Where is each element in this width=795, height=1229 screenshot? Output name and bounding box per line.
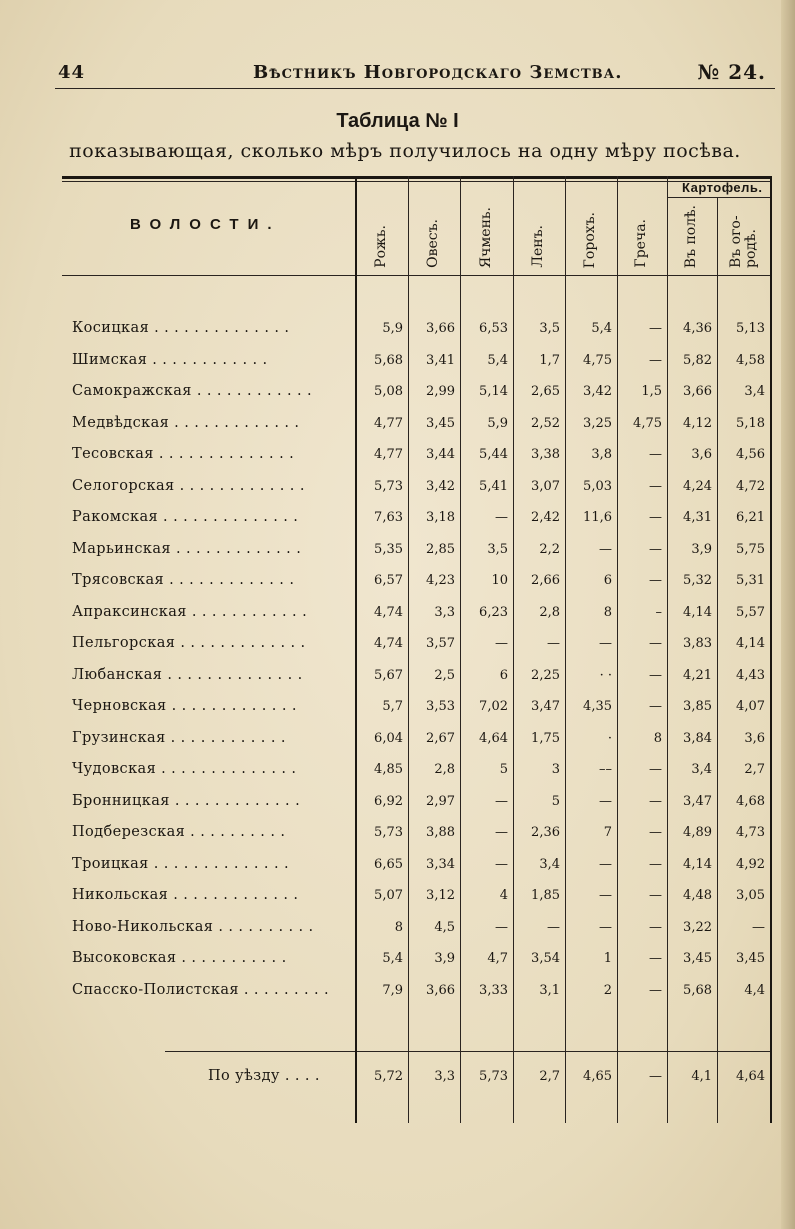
table-cell: 3,84 <box>683 730 712 746</box>
table-cell: 3,05 <box>736 888 765 903</box>
table-cell: 3,1 <box>539 982 560 998</box>
table-cell: 6,92 <box>374 793 403 809</box>
table-cell: — <box>495 510 508 525</box>
total-label: По уѣзду . . . . <box>208 1068 320 1084</box>
table-cell: 3 <box>551 762 560 777</box>
table-cell: 4,31 <box>683 510 712 525</box>
table-cell: 5,14 <box>479 384 508 399</box>
table-cell: 2,8 <box>434 762 455 777</box>
table-cell: 4 <box>499 888 508 903</box>
volost-name: Пельгорская . . . . . . . . . . . . . <box>72 635 306 651</box>
table-cell: 5,7 <box>382 699 403 714</box>
table-cell: — <box>547 919 560 935</box>
table-cell: — <box>649 793 662 809</box>
volost-name: Подберезская . . . . . . . . . . <box>72 824 286 840</box>
table-cell: 5,41 <box>479 478 508 494</box>
table-cell: 7,02 <box>479 699 508 714</box>
header-bottom-rule <box>62 275 772 276</box>
table-cell: 4,92 <box>736 856 765 872</box>
table-cell: 1,85 <box>531 888 560 903</box>
table-cell: 7 <box>603 825 612 840</box>
volost-name: Черновская . . . . . . . . . . . . . <box>72 698 297 714</box>
volost-name: Апраксинская . . . . . . . . . . . . <box>72 603 308 620</box>
table-cell: 5,73 <box>374 825 403 840</box>
table-top-rule <box>62 176 772 179</box>
table-cell: 4,1 <box>691 1069 712 1084</box>
table-cell: · <box>607 730 612 746</box>
table-cell: 6,21 <box>736 510 765 525</box>
table-cell: 3,4 <box>744 384 765 399</box>
table-cell: — <box>649 825 662 840</box>
table-cell: 3,4 <box>691 762 712 777</box>
column-header: Овесъ. <box>425 219 441 268</box>
table-cell: — <box>649 573 662 588</box>
table-row <box>0 604 795 630</box>
table-row <box>0 950 795 976</box>
table-cell: 3,5 <box>539 321 560 336</box>
volost-name: Селогорская . . . . . . . . . . . . . <box>72 477 305 494</box>
table-cell: 3,42 <box>583 384 612 399</box>
table-cell: 5,67 <box>374 667 403 683</box>
table-subtitle: показывающая, сколько мѣръ получилось на одну мѣру посѣва. <box>69 140 741 162</box>
table-cell: 6,57 <box>374 573 403 588</box>
volost-name: Марьинская . . . . . . . . . . . . . <box>72 540 302 557</box>
table-cell: 5,68 <box>683 982 712 998</box>
table-cell: 2,7 <box>539 1069 560 1084</box>
table-cell: 4,75 <box>633 415 662 431</box>
table-cell: 2,65 <box>531 384 560 399</box>
table-cell: 5 <box>499 762 508 777</box>
table-cell: 3,9 <box>691 541 712 557</box>
table-cell: 5,32 <box>683 573 712 588</box>
table-cell: 3,3 <box>434 1069 455 1084</box>
table-cell: — <box>649 636 662 651</box>
column-header: Въ ого-родѣ. <box>727 215 759 268</box>
table-row <box>0 352 795 378</box>
table-row <box>0 667 795 693</box>
table-cell: 4,68 <box>736 793 765 809</box>
volost-name: Косицкая . . . . . . . . . . . . . . <box>72 320 290 336</box>
table-cell: 5,73 <box>374 478 403 494</box>
potato-group-header: Картофель. <box>682 180 763 195</box>
table-cell: 1,75 <box>531 730 560 746</box>
table-cell: 5,35 <box>374 541 403 557</box>
table-cell: 3,34 <box>426 856 455 872</box>
table-cell: — <box>649 699 662 714</box>
volost-name: Никольская . . . . . . . . . . . . . <box>72 887 299 903</box>
table-cell: 7,63 <box>374 510 403 525</box>
table-cell: 3,47 <box>531 699 560 714</box>
table-row <box>0 824 795 850</box>
table-cell: 3,45 <box>426 415 455 431</box>
table-cell: 6,53 <box>479 321 508 336</box>
table-cell: — <box>649 510 662 525</box>
table-cell: 3,18 <box>426 510 455 525</box>
table-row <box>0 761 795 787</box>
table-cell: 4,64 <box>736 1069 765 1084</box>
table-cell: — <box>649 951 662 966</box>
table-cell: 4,5 <box>434 919 455 935</box>
column-header: Въ полѣ. <box>683 204 699 268</box>
table-cell: 4,72 <box>736 478 765 494</box>
table-cell: 4,36 <box>683 321 712 336</box>
volost-name: Чудовская . . . . . . . . . . . . . . <box>72 761 297 777</box>
table-cell: 10 <box>491 573 508 588</box>
table-cell: 3,57 <box>426 636 455 651</box>
table-cell: 5,9 <box>487 415 508 431</box>
table-cell: 4,43 <box>736 667 765 683</box>
table-row <box>0 383 795 409</box>
table-cell: 3,42 <box>426 478 455 494</box>
table-cell: 4,48 <box>683 888 712 903</box>
table-cell: 4,14 <box>683 856 712 872</box>
table-cell: — <box>599 856 612 872</box>
table-cell: 3,44 <box>426 447 455 462</box>
table-cell: 5,08 <box>374 384 403 399</box>
table-cell: 5,03 <box>583 478 612 494</box>
table-cell: — <box>649 919 662 935</box>
table-cell: 3,88 <box>426 825 455 840</box>
table-cell: 4,14 <box>683 604 712 620</box>
table-cell: 3,12 <box>426 888 455 903</box>
table-cell: 3,47 <box>683 793 712 809</box>
table-cell: — <box>495 793 508 809</box>
table-cell: — <box>649 478 662 494</box>
volost-name: Шимская . . . . . . . . . . . . <box>72 351 268 368</box>
table-cell: 3,22 <box>683 919 712 935</box>
table-row <box>0 320 795 346</box>
table-cell: 2,8 <box>539 604 560 620</box>
table-title: Таблица № I <box>336 110 459 132</box>
table-cell: – <box>655 604 662 620</box>
volost-name: Троицкая . . . . . . . . . . . . . . <box>72 855 289 872</box>
table-cell: — <box>649 1069 662 1084</box>
table-cell: 5,73 <box>479 1069 508 1084</box>
table-cell: 4,77 <box>374 415 403 431</box>
table-cell: 4,35 <box>583 699 612 714</box>
volost-name: Высоковская . . . . . . . . . . . <box>72 950 287 966</box>
table-cell: — <box>495 825 508 840</box>
table-cell: 8 <box>603 604 612 620</box>
table-cell: 4,74 <box>374 636 403 651</box>
table-cell: — <box>649 888 662 903</box>
table-cell: — <box>752 919 765 935</box>
table-cell: 1,7 <box>539 352 560 368</box>
table-row <box>0 982 795 1008</box>
column-header: Ячмень. <box>477 206 494 268</box>
table-row <box>0 509 795 535</box>
table-cell: 5,4 <box>487 352 508 368</box>
table-row <box>0 446 795 472</box>
table-cell: 6 <box>499 667 508 683</box>
table-cell: 3,53 <box>426 699 455 714</box>
table-cell: 2,97 <box>426 793 455 809</box>
table-cell: 1,5 <box>641 384 662 399</box>
table-cell: 4,7 <box>487 951 508 966</box>
table-cell: 8 <box>653 730 662 746</box>
table-cell: 5,9 <box>382 321 403 336</box>
table-row <box>0 635 795 661</box>
table-cell: 3,45 <box>683 951 712 966</box>
table-row <box>0 415 795 441</box>
table-cell: — <box>649 541 662 557</box>
table-cell: 4,85 <box>374 762 403 777</box>
table-cell: — <box>649 352 662 368</box>
table-cell: 2,7 <box>744 762 765 777</box>
table-row <box>0 698 795 724</box>
table-cell: — <box>649 856 662 872</box>
table-cell: 3,8 <box>591 447 612 462</box>
table-cell: 8 <box>394 919 403 935</box>
table-cell: 4,07 <box>736 699 765 714</box>
table-cell: 5,4 <box>382 951 403 966</box>
table-cell: 11,6 <box>583 510 612 525</box>
volost-name: Любанская . . . . . . . . . . . . . . <box>72 666 303 683</box>
table-cell: 2,85 <box>426 541 455 557</box>
table-cell: 5,57 <box>736 604 765 620</box>
table-cell: — <box>649 762 662 777</box>
table-cell: — <box>495 856 508 872</box>
table-cell: 2,5 <box>434 667 455 683</box>
table-cell: 5,07 <box>374 888 403 903</box>
table-cell: 6,65 <box>374 856 403 872</box>
table-cell: 3,66 <box>426 982 455 998</box>
table-cell: 3,07 <box>531 478 560 494</box>
table-cell: 3,33 <box>479 982 508 998</box>
table-cell: 2,36 <box>531 825 560 840</box>
column-header: Греча. <box>633 219 649 268</box>
table-cell: 3,25 <box>583 415 612 431</box>
table-cell: 3,38 <box>531 447 560 462</box>
table-cell: 4,74 <box>374 604 403 620</box>
table-cell: 5,44 <box>479 447 508 462</box>
table-cell: 4,73 <box>736 825 765 840</box>
table-cell: 3,4 <box>539 856 560 872</box>
table-cell: · · <box>599 667 612 683</box>
table-cell: 5,13 <box>736 321 765 336</box>
volost-name: Ново-Никольская . . . . . . . . . . <box>72 918 314 935</box>
table-cell: — <box>547 636 560 651</box>
table-cell: — <box>649 447 662 462</box>
table-cell: 4,64 <box>479 730 508 746</box>
table-cell: 3,6 <box>691 447 712 462</box>
table-cell: 6,23 <box>479 604 508 620</box>
table-cell: 1 <box>603 951 612 966</box>
table-cell: 6 <box>603 573 612 588</box>
table-row <box>0 919 795 945</box>
table-cell: 3,66 <box>426 321 455 336</box>
table-cell: — <box>649 667 662 683</box>
table-cell: 5,68 <box>374 352 403 368</box>
volost-name: Самокражская . . . . . . . . . . . . <box>72 383 313 399</box>
table-cell: — <box>495 636 508 651</box>
table-cell: 3,85 <box>683 699 712 714</box>
table-cell: 5,72 <box>374 1069 403 1084</box>
total-row <box>0 1068 795 1094</box>
volost-name: Грузинская . . . . . . . . . . . . <box>72 729 286 746</box>
table-cell: 4,58 <box>736 352 765 368</box>
table-cell: 2,99 <box>426 384 455 399</box>
table-cell: — <box>599 793 612 809</box>
table-cell: 4,21 <box>683 667 712 683</box>
table-cell: 4,23 <box>426 573 455 588</box>
table-cell: –– <box>599 762 612 777</box>
table-cell: 7,9 <box>382 982 403 998</box>
table-cell: 3,41 <box>426 352 455 368</box>
table-cell: 6,04 <box>374 730 403 746</box>
table-cell: — <box>599 919 612 935</box>
table-cell: 4,24 <box>683 478 712 494</box>
table-cell: — <box>649 321 662 336</box>
table-cell: 5,18 <box>736 415 765 431</box>
table-cell: 3,45 <box>736 951 765 966</box>
table-cell: 4,12 <box>683 415 712 431</box>
table-row <box>0 572 795 598</box>
table-cell: 5,82 <box>683 352 712 368</box>
volost-name: Бронницкая . . . . . . . . . . . . . <box>72 792 301 809</box>
volost-name: Трясовская . . . . . . . . . . . . . <box>72 572 295 588</box>
volost-name: Спасско-Полистская . . . . . . . . . <box>72 981 330 998</box>
table-cell: 5,4 <box>591 321 612 336</box>
table-top-rule-inner <box>62 181 772 182</box>
table-cell: 2,67 <box>426 730 455 746</box>
table-row <box>0 793 795 819</box>
column-header: Ленъ. <box>530 225 546 268</box>
table-row <box>0 730 795 756</box>
table-cell: 4,89 <box>683 825 712 840</box>
column-header: Горохъ. <box>582 211 598 268</box>
table-cell: — <box>649 982 662 998</box>
table-cell: 3,5 <box>487 541 508 557</box>
column-header: Рожь. <box>372 225 389 268</box>
volost-name: Медвѣдская . . . . . . . . . . . . . <box>72 414 300 431</box>
issue-number: № 24. <box>697 60 766 84</box>
table-cell: 2 <box>603 982 612 998</box>
table-cell: 2,42 <box>531 510 560 525</box>
table-cell: 4,4 <box>744 982 765 998</box>
table-cell: — <box>599 541 612 557</box>
table-cell: 4,77 <box>374 447 403 462</box>
table-cell: 4,56 <box>736 447 765 462</box>
table-cell: 2,2 <box>539 541 560 557</box>
table-cell: 4,75 <box>583 352 612 368</box>
volosti-header: ВОЛОСТИ. <box>130 216 281 233</box>
volost-name: Тесовская . . . . . . . . . . . . . . <box>72 446 295 462</box>
table-cell: 4,65 <box>583 1069 612 1084</box>
table-cell: — <box>599 888 612 903</box>
table-row <box>0 887 795 913</box>
table-cell: — <box>495 919 508 935</box>
table-row <box>0 856 795 882</box>
table-cell: 5 <box>551 793 560 809</box>
table-cell: 5,75 <box>736 541 765 557</box>
table-cell: 3,3 <box>434 604 455 620</box>
table-cell: 2,66 <box>531 573 560 588</box>
table-cell: 3,6 <box>744 730 765 746</box>
table-cell: 4,14 <box>736 636 765 651</box>
table-row <box>0 541 795 567</box>
table-cell: — <box>599 636 612 651</box>
journal-title: Вѣстникъ Новгородскаго Земства. <box>253 62 623 83</box>
table-cell: 5,31 <box>736 573 765 588</box>
table-cell: 3,9 <box>434 951 455 966</box>
page-number: 44 <box>58 62 86 83</box>
table-cell: 3,54 <box>531 951 560 966</box>
table-cell: 3,83 <box>683 636 712 651</box>
total-separator-rule <box>165 1051 770 1052</box>
table-row <box>0 478 795 504</box>
table-cell: 2,25 <box>531 667 560 683</box>
table-cell: 2,52 <box>531 415 560 431</box>
volost-name: Ракомская . . . . . . . . . . . . . . <box>72 509 299 525</box>
table-cell: 3,66 <box>683 384 712 399</box>
